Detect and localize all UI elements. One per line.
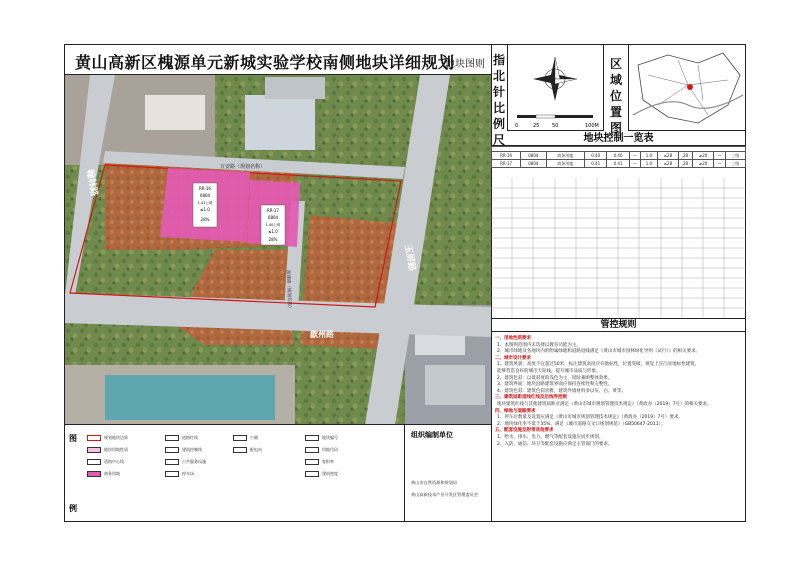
north-arrow-label: 指北针比例尺: [492, 53, 505, 147]
rule-heading: 四、绿地与道路要求: [495, 408, 536, 414]
legend-text: 道路中心线: [104, 459, 124, 464]
north-arrow-icon: [507, 45, 603, 131]
legend-swatch: [87, 471, 101, 477]
legend-text: 容积率: [322, 459, 334, 464]
parcel-rr-16-far: ≤1.0: [200, 207, 210, 212]
table-cell: —: [714, 152, 725, 160]
legend-item: [305, 447, 338, 453]
legend-swatch: [165, 471, 179, 477]
legend-item: [305, 459, 334, 465]
table-cell: ≥20: [692, 160, 713, 168]
site-marker-icon: [687, 84, 693, 90]
table-row: [492, 152, 746, 160]
legend-swatch: [305, 447, 319, 453]
rule-item: 4、建筑色彩：建筑色彩淡雅，建筑外墙材料多以灰、白、黄等。: [497, 388, 626, 394]
table-cell: 商务用地: [546, 152, 584, 160]
organization-box: [405, 425, 491, 522]
road-label-yuping: 玉屏路: [402, 243, 417, 273]
legend-swatch: [87, 459, 101, 465]
rule-item: 2、建筑色彩：以低彩度的浅色为主，同时兼顾整体效果。: [497, 375, 613, 381]
legend-swatch: [305, 435, 319, 441]
parcel-rr-17-code: RR-17: [267, 208, 279, 213]
legend-swatch: [165, 435, 179, 441]
rule-item: 2、城市绿地及各地块内的附属绿地和道路退线满足《黄山市城市园林绿化导则（试行）》的相关要求。: [497, 349, 701, 355]
location-map: [628, 45, 746, 131]
table-cell: 28: [679, 152, 693, 160]
legend-item: [165, 471, 194, 477]
separator: [603, 45, 604, 131]
legend-item: [165, 435, 198, 441]
rule-heading: 五、配套设施及附带其他要求: [495, 428, 554, 434]
parcel-rr-17-density: 28%: [268, 237, 278, 242]
building: [425, 365, 485, 405]
legend-text: 配电站: [250, 447, 262, 452]
management-title: 管控规则: [491, 318, 746, 332]
legend-swatch: [305, 471, 319, 477]
rule-heading: 一、用地性质要求: [495, 336, 531, 341]
legend-item: [165, 459, 206, 465]
empty-table-grid: [491, 178, 746, 318]
legend-text: 地块编号: [322, 435, 338, 440]
legend-swatch: [233, 447, 247, 453]
table-cell: 0804: [521, 152, 546, 160]
north-arrow-box: [507, 45, 603, 131]
legend-swatch: [233, 435, 247, 441]
control-table-title: 地块控制一览表: [491, 131, 746, 146]
legend-item: [233, 447, 262, 453]
parcel-rr-16-code: RR-16: [199, 186, 211, 191]
table-cell: 28: [679, 160, 693, 168]
legend-text: 道路红线: [182, 435, 198, 440]
rule-heading: 二、城市设计要求: [495, 355, 531, 361]
legend-text: 建筑控制线: [182, 447, 202, 452]
table-cell: RR-17: [492, 160, 521, 168]
table-cell: 商务用地: [546, 160, 584, 168]
legend-text: 建筑密度: [322, 471, 338, 476]
road-label-jiangnan: 浙建路（规划名称）: [285, 269, 292, 311]
table-cell: 1.0: [641, 160, 658, 168]
teal-roof: [105, 375, 275, 420]
legend-swatch: [165, 447, 179, 453]
map-svg: [65, 75, 491, 425]
table-cell: ≤28: [657, 160, 678, 168]
table-cell: —: [714, 160, 725, 168]
table-cell: ≤28: [657, 152, 678, 160]
location-map-svg: [628, 45, 746, 131]
legend-text: 用地代码: [322, 447, 338, 452]
rule-item: 2、入防、通信、环卫等配套设施应满足主管部门的要求。: [497, 441, 613, 447]
organization-title: 组织编制单位: [411, 431, 453, 439]
scale-tick: 25: [533, 123, 540, 129]
table-cell: RR-16: [492, 152, 521, 160]
table-cell: 1.0: [641, 152, 658, 160]
scale-tick: 100M: [585, 123, 599, 129]
scale-tick: 50: [552, 123, 559, 129]
legend-text: 规划地块边界: [104, 435, 128, 440]
parcel-rr-17-use: 0804: [267, 215, 279, 220]
rule-item: 1、本图则范围内未选择以教育功能为主。: [497, 342, 581, 348]
grid-svg: [491, 178, 746, 318]
legend-item: [233, 435, 258, 441]
legend-swatch: [305, 459, 319, 465]
title-bar: [65, 45, 491, 75]
table-cell: 0.40: [584, 152, 606, 160]
rule-item: 3、建筑界面：地块沿路建筑界面应保持连续性和完整性。: [497, 382, 613, 388]
table-cell: 0.41: [584, 160, 606, 168]
legend-item: [165, 447, 202, 453]
table-cell: 三级: [725, 152, 745, 160]
table-row: [492, 160, 746, 168]
table-cell: ≥20: [692, 152, 713, 160]
legend-text: 商务用地: [104, 471, 120, 476]
control-table: [491, 146, 746, 168]
legend-swatch: [87, 435, 101, 441]
legend-text: 公厕: [250, 435, 258, 440]
location-label: 区域位置图: [609, 57, 622, 135]
legend-text: 地块用地性质: [104, 447, 128, 452]
legend-text: 停车场: [182, 471, 194, 476]
legend-item: [305, 471, 338, 477]
legend-label: 例: [69, 504, 77, 513]
school-building: [245, 95, 315, 150]
parcel-rr-17-far: ≤1.0: [268, 229, 278, 234]
table-cell: 0804: [521, 160, 546, 168]
rule-item: 1、给水、排水、电力、燃气等配套设施应同步规划。: [497, 434, 604, 440]
parcel-rr-16-area: 1.41公顷: [197, 201, 213, 205]
aerial-map[interactable]: [65, 75, 491, 425]
rule-item: 1、停车位数量及设置应满足《黄山市城市规划管理技术规定》（黄政办（2019）7号）要求。: [497, 415, 683, 421]
table-cell: —: [629, 160, 640, 168]
organization-line: 黄山高新技术产业开发区管理委员会: [411, 492, 479, 497]
organization-line: 黄山市自然资源和规划局: [411, 480, 458, 485]
legend-item: [87, 459, 124, 465]
page-subtitle: 地块图则: [445, 59, 485, 70]
scale-tick: 0: [515, 123, 519, 129]
table-cell: —: [629, 152, 640, 160]
legend-item: [87, 435, 128, 441]
legend-label: 图: [69, 434, 77, 443]
road-label-wanan: 万安路（规划名称）: [220, 164, 266, 170]
parcel-rr-17-area: 1.40公顷: [265, 223, 281, 227]
legend-swatch: [87, 447, 101, 453]
rule-item: 2、地块绿化率不低于35%，满足《城市道路交叉口规划规范》（GB50647-2011）。: [497, 421, 666, 427]
legend-item: [305, 435, 338, 441]
road-label-xinzhou: 歙州路: [310, 330, 334, 339]
table-cell: 0.41: [607, 160, 629, 168]
table-cell: 0.40: [607, 152, 629, 160]
table-cell: 三级: [725, 160, 745, 168]
legend-swatch: [165, 459, 179, 465]
management-rules: [495, 336, 743, 448]
legend-text: 公共服务设施: [182, 459, 206, 464]
parcel-rr-16-density: 28%: [200, 217, 210, 222]
rule-item: 1、建筑风貌：高度不宜超过50米，标注建筑高度应有地标性，位置突破，视觉上应凸显地标性建筑，: [497, 362, 700, 368]
legend-item: [87, 471, 120, 477]
building: [265, 77, 325, 99]
rule-heading: 三、建筑间距退线红线及后线界控制: [495, 395, 567, 401]
legend: [65, 425, 405, 522]
rule-item: 能够营造良好的城市天际线，提升城市品质与形象。: [497, 368, 601, 374]
parcel-rr-16-use: 0804: [199, 193, 211, 198]
road-label-hanlin: 翰林路: [84, 168, 99, 198]
building: [145, 95, 205, 130]
rule-item: 地块建筑红线与其他建筑间距应满足《黄山市城市规划管理技术规定》（黄政办（2019）7号）的相关要求。: [497, 401, 712, 407]
page-title: 黄山高新区槐源单元新城实验学校南侧地块详细规划: [75, 53, 455, 72]
legend-item: [87, 447, 128, 453]
